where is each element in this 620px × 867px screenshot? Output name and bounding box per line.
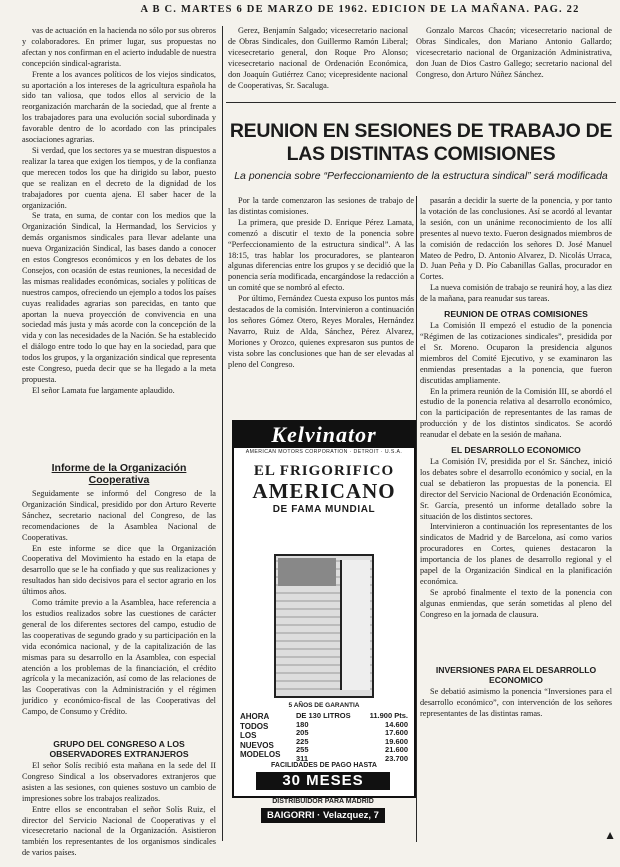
price-model: DE 130 LITROS <box>296 711 351 720</box>
ad-brand-logo: Kelvinator <box>234 422 414 448</box>
ad-headline-line3: DE FAMA MUNDIAL <box>272 504 376 515</box>
ad-word: NUEVOS <box>240 740 274 750</box>
paragraph: pasarán a decidir la suerte de la ponencia, y por tanto la votación de las conclusiones. Así se acordó al levantar la sesión, con un unánime reconocimiento de los allí presentes al nuevo texto. Fueron designados miembros de la comisión de redacción los señores D. José Manuel Mateo de Pedro, D. Antonio Alvarez, D. Nicolás Urraca, D. Juan Peña y D. Pío Cabanillas Gallas, procurador en Cortes. <box>420 196 612 282</box>
ad-now-all-models <box>240 712 294 760</box>
paragraph: Se debatió asimismo la ponencia “Inversiones para el desarrollo económico”, con intervención de los señores representantes de las distintas ramas. <box>420 687 612 718</box>
section-body <box>22 489 216 735</box>
column-one-top <box>22 26 216 458</box>
headline-block <box>226 120 616 192</box>
headline-title: REUNION EN SESIONES DE TRABAJO DE LAS DISTINTAS COMISIONES <box>229 120 613 165</box>
column-divider <box>416 196 417 842</box>
ad-distributor <box>232 798 414 842</box>
ad-tagline: AMERICAN MOTORS CORPORATION · DETROIT · U.S.A. <box>245 449 403 455</box>
ad-financing: FACILIDADES DE PAGO HASTA <box>271 762 377 769</box>
page-masthead: A B C. MARTES 6 DE MARZO DE 1962. EDICION DE LA MAÑANA. PAG. 22 <box>140 4 580 15</box>
price-model: 255 <box>296 745 309 755</box>
price-model: 311 <box>296 753 309 763</box>
paragraph: La primera, que preside D. Enrique Pérez Lamata, comenzó a discutir el texto de la ponencia sobre “Perfeccionamiento de la estructura sindical”. A las 18:15, tras hablar los procuradores, se plantearon algunas diferencias entre los grupos y se decidió que la ponencia sería modificada, encargándose la redacción a un comité que se nombró al efecto. <box>228 217 414 293</box>
price-model: 205 <box>296 728 309 738</box>
column-three-top <box>416 26 612 100</box>
ad-headline-line1: EL FRIGORIFICO <box>253 463 395 479</box>
paragraph: Frente a los avances políticos de los viejos sindicatos, su aportación a los intereses de la agricultura española ha sido tan valiosa, que todos ellos al servicio de la reorganización marcharán de la sociedad, que al frente a los trabajadores para una evolución social subordinada y favorable dentro de lo acordado con las principales asociaciones agrarias. <box>22 69 216 145</box>
section-heading-economic-development: EL DESARROLLO ECONOMICO <box>451 445 581 456</box>
ad-distributor-label: DISTRIBUIDOR PARA MADRID <box>272 798 374 805</box>
paragraph: Si verdad, que los sectores ya se muestran dispuestos a realizar la tarea que exigen los tiempos, y de la confianza que merecen todos los que ha dirigido su labor, puesto que se realizan en el decreto de la dignidad de los trabajadores por cuenta ajena. El saber hacer de la organización. <box>22 145 216 210</box>
ad-word: MODELOS <box>240 750 281 759</box>
price-model: 225 <box>296 736 309 746</box>
paragraph: En la primera reunión de la Comisión III, se abordó el estudio de la ponencia relativa al desarrollo económico, con la participación de representantes de las ramas de producción y de los distintos sindicatos. Se acordó reanudar el debate en la sesión de mañana. <box>420 386 612 440</box>
column-three <box>420 196 612 842</box>
price-value: 14.600 <box>385 719 408 729</box>
headline-subtitle: La ponencia sobre “Perfeccionamiento de la estructura sindical” será modificada <box>234 170 608 182</box>
ad-word: AHORA <box>240 712 270 721</box>
ad-guarantee: 5 AÑOS DE GARANTIA <box>288 702 360 709</box>
paragraph: Gonzalo Marcos Chacón; vicesecretario nacional de Obras Sindicales, don Mariano Antonio Gallardo; vicesecretario nacional de Organización Administrativa, don Juan de Dios Castro Gallego; secretario nacional del Congreso, don Arturo Núñez Sánchez. <box>416 26 612 79</box>
section-body-observers <box>22 761 216 867</box>
section-heading-other-commissions: REUNION DE OTRAS COMISIONES <box>444 309 588 320</box>
triangle-icon: ▲ <box>604 828 616 842</box>
paragraph: Seguidamente se informó del Congreso de la Organización Sindical, presidido por don Arturo Reverte Sánchez, secretario nacional del Congreso, de las recomendaciones de la Asamblea Nacional de Cooperativas. <box>22 489 216 542</box>
paragraph: El señor Lamata fue largamente aplaudido. <box>32 385 175 395</box>
ad-price-block <box>234 712 414 762</box>
ad-word: TODOS <box>240 721 269 731</box>
price-value: 21.600 <box>385 745 408 755</box>
section-heading-observers: GRUPO DEL CONGRESO A LOS OBSERVADORES EXTRANJEROS <box>49 739 189 759</box>
paragraph: La nueva comisión de trabajo se reunirá hoy, a las diez de la mañana, para reanudar sus tareas. <box>420 283 612 304</box>
refrigerator-illustration <box>274 554 374 698</box>
price-model: 180 <box>296 719 309 729</box>
kelvinator-advertisement <box>232 420 416 798</box>
headline-rule <box>226 102 616 103</box>
paragraph: Se trata, en suma, de contar con los medios que la Organización Sindical, la Hermandad, los Servicios y demás organismos sindicales para llevar adelante una nueva Organización Sindical, las bases dando a conocer en estos Congresos económicos y en los debates de los Consejos, con ocasión de estas reuniones, la necesidad de las mismas realidades económicas, sociales y políticas de nuestros campos, ofreciendo un ejemplo a todos los países cuyas realidades agrarias son parecidas, en tanto que aportan la nueva proyección de convivencia en una sociedad más justa y más acorde con la concepción de la vida y con las necesidades de la Nación. Se ha establecido el diálogo entre todo lo que hay en la sociedad, para que todos los grupos, y la organización sindical que representa este Congreso, pueda decir que se ha llegado a la meta propuesta. <box>22 211 216 384</box>
price-value: 23.700 <box>385 753 408 763</box>
freezer-compartment <box>278 558 336 586</box>
paragraph: La Comisión II empezó el estudio de la ponencia “Régimen de las cotizaciones sindicales”, presidida por el Sr. Moreno. Ocuparon la presidencia algunos miembros del Comité Ejecutivo, y se examinaron las enmiendas presentadas a la ponencia, que fueron discutidas ampliamente. <box>420 321 612 385</box>
paragraph: En este informe se dice que la Organización Cooperativa del Movimiento ha estado en la etapa de desarrollo que se le ha confiado y que sus realizaciones y resultados han sido decisivos para el sector agrario en los últimos años. <box>22 543 216 597</box>
paragraph: Por último, Fernández Cuesta expuso los puntos más destacados de la comisión. Intervinieron a continuación los señores Gómez Otero, Reyes Morales, Hernández Navarro, Ruiz de Alda, Sánchez, Pérez Alvarez, Moriones y Orozco, quienes expresaron sus puntos de vista sobre las conclusiones que han de ser elevadas al pleno del Congreso. <box>228 294 414 369</box>
section-heading: Informe de la Organización Cooperativa <box>51 462 187 486</box>
paragraph: vas de actuación en la hacienda no sólo por sus obreros y colaboradores. En primer lugar, sus propuestas no afectan y nos confirman en el acierto indudable de nuestra concepción sindical-agrarista. <box>22 26 216 68</box>
price-value: 17.600 <box>385 728 408 738</box>
column-one <box>22 26 216 858</box>
price-value: 19.600 <box>385 736 408 746</box>
ad-word: LOS <box>240 731 257 740</box>
ad-price-list <box>296 712 408 764</box>
price-value: 11.900 Pts. <box>369 711 408 720</box>
column-divider <box>222 26 223 841</box>
paragraph: Entre ellos se encontraban el señor Solís Ruiz, el director del Servicio Nacional de Cooperativas y el vicesecretario nacional de la Organización. Asistieron también los representantes de los organismos sindicales de varios países. <box>22 804 216 858</box>
ad-headline-line2: AMERICANO <box>252 479 396 503</box>
paragraph: Intervinieron a continuación los representantes de los sindicatos de Madrid y de Barcelona, así como varios procuradores en Cortes, quienes destacaron la importancia de los planes de desarrollo regional y el papel de la Organización Sindical en la planificación económica. <box>420 522 612 586</box>
column-two-top <box>228 26 408 100</box>
paragraph: El señor Solís recibió esta mañana en la sede del II Congreso Sindical a los observadores extranjeros que asisten a las sesiones, con quienes sostuvo un cambio de impresiones sobre los trabajos realizados. <box>22 761 216 803</box>
ad-months: 30 MESES <box>256 772 390 790</box>
ad-distributor-name: BAIGORRI · Velazquez, 7 <box>261 808 385 823</box>
paragraph: La Comisión IV, presidida por el Sr. Sánchez, inició los debates sobre el desarrollo económico y social, en la cual se debatieron las propuestas de la ponencia. El director del Servicio Nacional de Ordenación Económica, Sr. García, presentó un informe detallado sobre la situación de los distintos sectores. <box>420 457 612 521</box>
refrigerator-door <box>340 560 370 690</box>
paragraph: Como trámite previo a la Asamblea, hace referencia a los estudios realizados sobre las cuestiones de carácter general de los diferentes sectores del campo, estudio de las cooperativas de segundo grado y su participación en la vida económica nacional, y de la capitalización de las mismas para su desarrollo en la Asamblea, con especial atención a los problemas de la financiación, el crédito agrícola y la mecanización, así como de las relaciones de las Cooperativas con la Administración y el régimen jurídico y económico-fiscal de las Cooperativas del Campo, de Consumo y Crédito. <box>22 598 216 717</box>
paragraph: Por la tarde comenzaron las sesiones de trabajo de las distintas comisiones. <box>228 196 414 216</box>
paragraph: Se aprobó finalmente el texto de la ponencia con algunas enmiendas, que serán sometidas al pleno del Congreso en la jornada de clausura. <box>420 587 612 619</box>
section-heading-investments: INVERSIONES PARA EL DESARROLLO ECONOMICO <box>435 665 597 686</box>
column-two-body <box>228 196 414 416</box>
section-body-economic <box>420 457 612 661</box>
paragraph: Gerez, Benjamín Salgado; vicesecretario nacional de Obras Sindicales, don Guillermo Ramón Liberal; vicesecretario general, don Roque Pro Alonso; vicesecretario nacional de Ordenación Económica, don Joaquín Gutiérrez Cano; vicepresidente nacional de Cooperativas, Sr. Sacaluga. <box>228 26 408 90</box>
